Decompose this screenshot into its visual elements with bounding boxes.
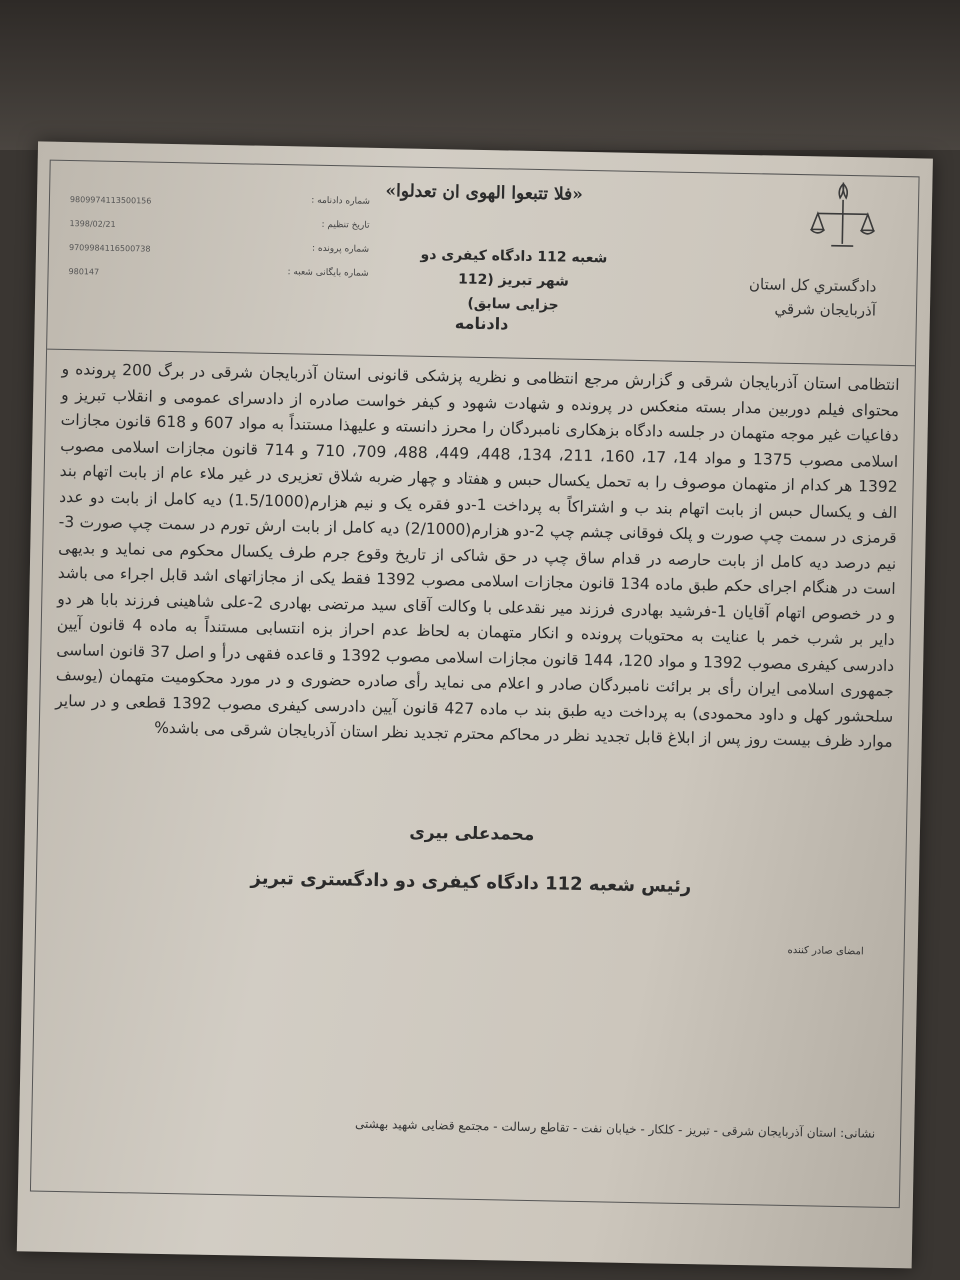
meta-label: تاريخ تنظيم : (321, 219, 370, 231)
meta-value: 980147 (68, 267, 100, 277)
signer-title: رئیس شعبه 112 دادگاه کیفری دو دادگستری تبریز (250, 867, 692, 898)
branch-line-2: جزایی سابق) (467, 295, 559, 314)
document-meta (68, 191, 370, 293)
meta-label: شماره دادنامه : (311, 195, 371, 207)
court-verdict-document (17, 141, 933, 1268)
scales-of-justice-emblem-icon (807, 175, 879, 256)
footer-address: نشانی: استان آذربایجان شرقی - تبریز - کلکار - خیابان نفت - تقاطع رسالت - مجتمع قضایی شهید بهشتی (354, 1116, 876, 1141)
court-branch (408, 243, 619, 319)
background (0, 0, 960, 150)
meta-value: 1398/02/21 (69, 219, 116, 229)
meta-value: 9709984116500738 (68, 243, 151, 254)
organization-name (748, 272, 876, 322)
meta-row (68, 263, 368, 293)
verdict-text: انتظامی استان آذربایجان شرقی و گزارش مرجع انتظامی و نظریه پزشکی قانونی استان آذربایجان شرقی در برگ 200 پرونده و محتوای فیلم دوربین مدار بسته منعکس در پرونده و شهادت شهود و کیفر خواست صادره از دادسرای عمومی و انقلاب تبریز و دفاعیات غیر موجه متهمان در جلسه دادگاه بزهکاری نامبردگان را محرز دانسته و علیهذا مستنداً به مواد 607 و 618 قانون مجازات اسلامی مصوب 1375 و مواد 14، 17، 160، 211، 134، 448، 449، 488، 709، 710 و 714 قانون مجازات اسلامی مصوب 1392 هر کدام از متهمان موصوف را به تحمل یکسال حبس و هفتاد و چهار ضربه شلاق تعزیری در غیر ملاء عام از بابت اتهام بند الف و یکسال حبس از بابت اتهام بند ب و اشتراکاً به پرداخت 1-دو فقره یک و نیم هزارم(1.5/1000) دیه کامل از بابت دو عدد قرمزی در سمت چپ صورت و پلک فوقانی چشم چپ 2-دو هزارم(2/1000) دیه کامل از بابت ارش تورم در سمت چپ صورت 3-نیم درصد دیه کامل از بابت حارصه در قدام ساق چپ در حق شاکی از تاریخ وقوع جرم طرف یکسال محکوم می نماید و بدیهی است در هنگام اجرای حکم طبق ماده 134 قانون مجازات اسلامی مصوب 1392 فقط یکی از مجازاتهای اشد قابل اجراء می باشد و در خصوص اتهام آقایان 1-فرشید بهادری فرزند میر نقدعلی با وکالت آقای سید مرتضی بهادری 2-علی شاهینی فرزند بابا هر دو دایر بر شرب خمر با عنایت به محتویات پرونده و انکار متهمان به لحاظ عدم احراز بزه انتسابی مستنداً به ماده 4 قانون آیین دادرسی کیفری مصوب 1392 و مواد 120، 144 قانون مجازات اسلامی مصوب 1392 و قاعده فقهی درأ و اصل 37 قانون اساسی جمهوری اسلامی ایران رأی بر برائت نامبردگان صادر و اعلام می نماید رأی صادره حضوری و در مورد محکومیت متهمان (یوسف سلحشور کهل و داود محمودی) به پرداخت دیه طبق بند ب ماده 427 قانون آیین دادرسی کیفری مصوب 1392 قطعی و در سایر موارد ظرف بیست روز پس از ابلاغ قابل تجدید نظر در محاکم محترم تجدید نظر استان آذربایجان شرقی می باشد% (55, 359, 900, 751)
document-frame (30, 160, 920, 1209)
org-line-2: آذربايجان شرقي (774, 299, 877, 320)
signature-label: امضای صادر کننده (787, 944, 864, 958)
meta-label: شماره بایگانی شعبه : (287, 267, 369, 279)
header-verse: «فلا تتبعوا الهوی ان تعدلوا» (385, 181, 584, 205)
meta-label: شماره پرونده : (311, 243, 370, 255)
meta-value: 9809974113500156 (69, 195, 152, 206)
org-line-1: دادگستري کل استان (748, 275, 877, 296)
branch-line-1: شعبه 112 دادگاه کیفری دو شهر تبریز (112 (420, 246, 608, 290)
signer-name: محمدعلی بیری (409, 822, 535, 846)
verdict-body (55, 357, 900, 756)
document-title: دادنامه (454, 313, 509, 334)
